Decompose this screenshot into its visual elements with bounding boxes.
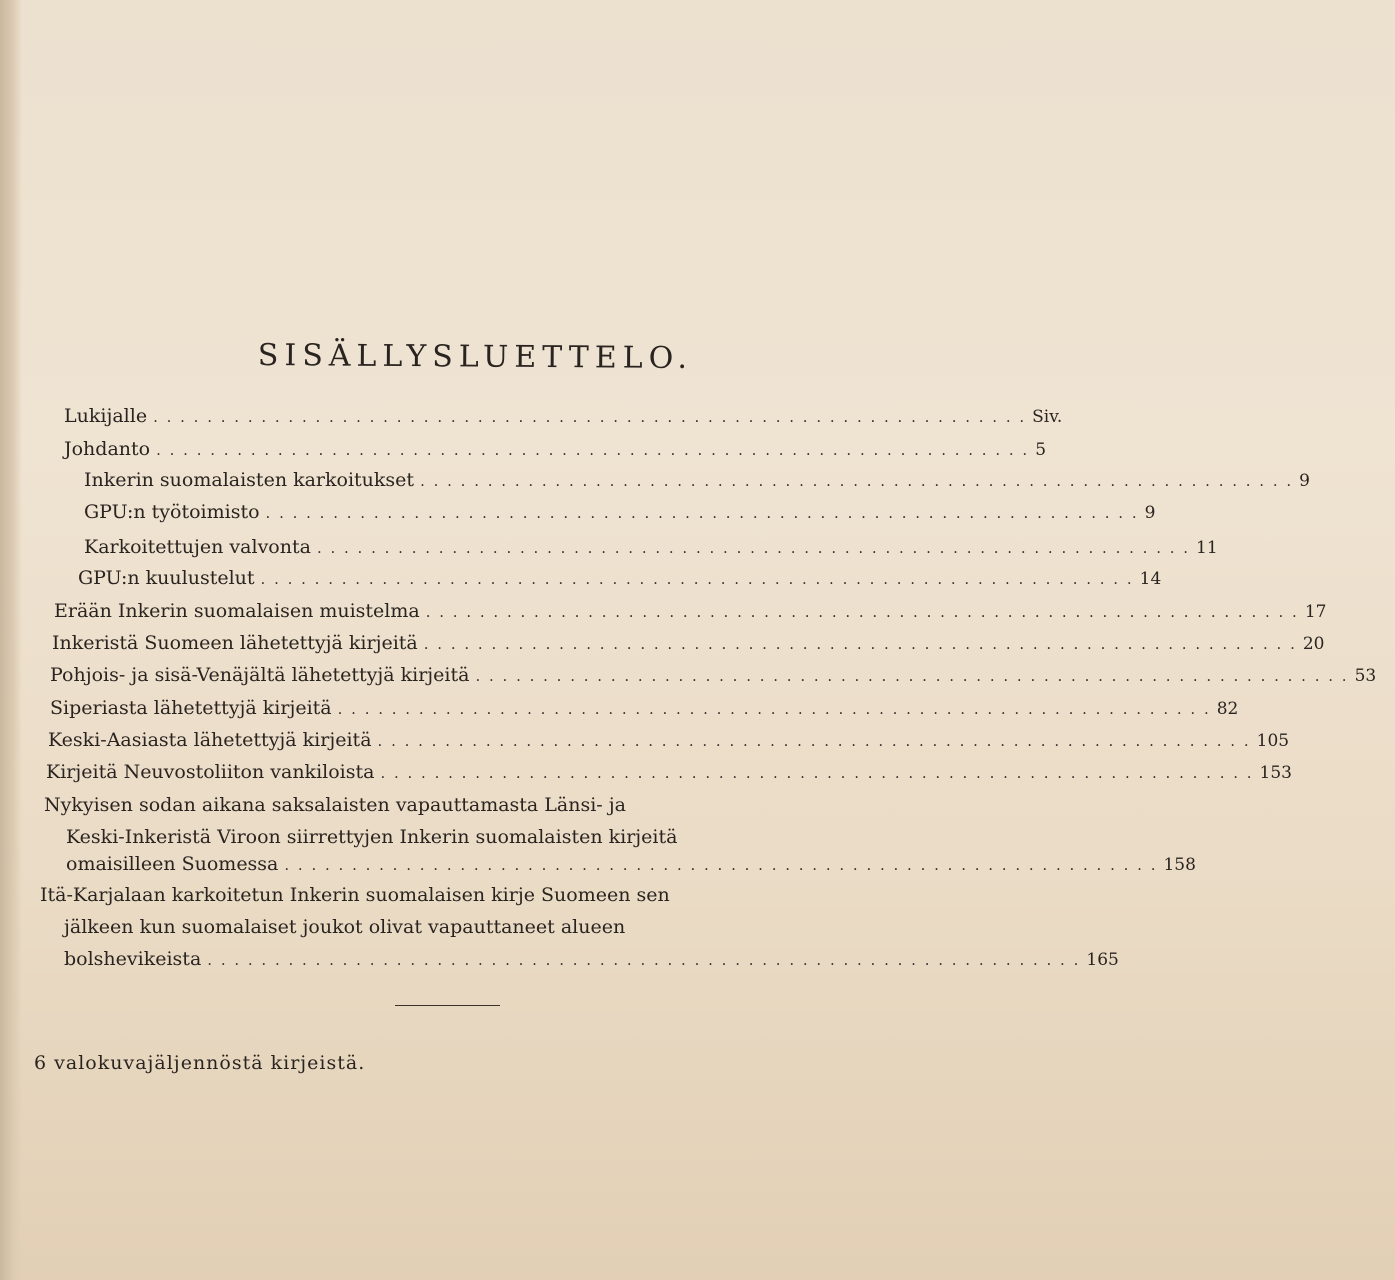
toc-entry-label: GPU:n kuulustelut <box>78 567 255 589</box>
toc-entry-page: 17 <box>1304 602 1327 622</box>
toc-entry-long-1-line3 <box>66 853 1196 881</box>
toc-entry-lukijalle <box>64 405 1063 433</box>
toc-entry-page: Siv. <box>1032 407 1063 427</box>
footnote: 6 valokuvajäljennöstä kirjeistä. <box>34 1052 366 1074</box>
toc-entry-siperiasta <box>50 697 1239 725</box>
toc-entry-inkerista-suomeen <box>52 632 1325 660</box>
toc-entry-long-2-line2: jälkeen kun suomalaiset joukot olivat vapauttaneet alueen <box>64 916 626 938</box>
toc-entry-page: 5 <box>1035 440 1047 460</box>
toc-entry-venajalta <box>50 664 1377 692</box>
toc-entry-page: 11 <box>1196 538 1218 558</box>
toc-entry-vankiloista <box>46 761 1292 789</box>
toc-entry-label: GPU:n työtoimisto <box>84 501 260 523</box>
toc-entry-long-2-line1: Itä-Karjalaan karkoitetun Inkerin suomalaisen kirje Suomeen sen <box>40 884 670 906</box>
toc-entry-label: Lukijalle <box>64 405 148 427</box>
leader-dots: . . . . . . . . . . . . . . . . . . . . . . . . . . . . . . . . . . . . . . . . . . . . . . . . . . . . . . . . . . . . . . . . . <box>425 603 1299 621</box>
leader-dots: . . . . . . . . . . . . . . . . . . . . . . . . . . . . . . . . . . . . . . . . . . . . . . . . . . . . . . . . . . . . . . . . . <box>207 951 1081 969</box>
toc-entry-page: 153 <box>1259 763 1292 783</box>
leader-dots: . . . . . . . . . . . . . . . . . . . . . . . . . . . . . . . . . . . . . . . . . . . . . . . . . . . . . . . . . . . . . . . . . <box>260 570 1134 588</box>
leader-dots: . . . . . . . . . . . . . . . . . . . . . . . . . . . . . . . . . . . . . . . . . . . . . . . . . . . . . . . . . . . . . . . . . <box>156 441 1030 459</box>
leader-dots: . . . . . . . . . . . . . . . . . . . . . . . . . . . . . . . . . . . . . . . . . . . . . . . . . . . . . . . . . . . . . . . . . <box>337 700 1211 718</box>
page-title: SISÄLLYSLUETTELO. <box>257 338 694 377</box>
toc-entry-page: 53 <box>1354 666 1377 686</box>
toc-entry-label: Erään Inkerin suomalaisen muistelma <box>54 600 420 622</box>
toc-entry-long-2-line3 <box>64 948 1119 976</box>
leader-dots: . . . . . . . . . . . . . . . . . . . . . . . . . . . . . . . . . . . . . . . . . . . . . . . . . . . . . . . . . . . . . . . . . <box>316 539 1191 557</box>
leader-dots: . . . . . . . . . . . . . . . . . . . . . . . . . . . . . . . . . . . . . . . . . . . . . . . . . . . . . . . . . . . . . . . . . <box>153 408 1027 426</box>
toc-entry-label: Inkeristä Suomeen lähetettyjä kirjeitä <box>52 632 418 654</box>
leader-dots: . . . . . . . . . . . . . . . . . . . . . . . . . . . . . . . . . . . . . . . . . . . . . . . . . . . . . . . . . . . . . . . . . <box>423 635 1297 653</box>
leader-dots: . . . . . . . . . . . . . . . . . . . . . . . . . . . . . . . . . . . . . . . . . . . . . . . . . . . . . . . . . . . . . . . . . <box>420 472 1294 490</box>
toc-entry-keski-aasiasta <box>48 729 1290 757</box>
toc-entry-page: 82 <box>1216 699 1239 719</box>
leader-dots: . . . . . . . . . . . . . . . . . . . . . . . . . . . . . . . . . . . . . . . . . . . . . . . . . . . . . . . . . . . . . . . . . <box>265 504 1139 522</box>
toc-entry-muistelma <box>54 600 1327 628</box>
toc-entry-valvonta <box>84 536 1218 564</box>
toc-entry-page: 20 <box>1302 634 1325 654</box>
toc-entry-page: 14 <box>1139 569 1162 589</box>
page-edge-shadow <box>0 0 22 1280</box>
leader-dots: . . . . . . . . . . . . . . . . . . . . . . . . . . . . . . . . . . . . . . . . . . . . . . . . . . . . . . . . . . . . . . . . . <box>284 856 1158 874</box>
toc-entry-label: Pohjois- ja sisä-Venäjältä lähetettyjä kirjeitä <box>50 664 470 686</box>
toc-entry-label: Keski-Aasiasta lähetettyjä kirjeitä <box>48 729 372 751</box>
toc-entry-long-1-line2: Keski-Inkeristä Viroon siirrettyjen Inkerin suomalaisten kirjeitä <box>66 826 678 848</box>
toc-entry-page: 9 <box>1299 471 1310 491</box>
toc-entry-page: 9 <box>1144 503 1156 523</box>
leader-dots: . . . . . . . . . . . . . . . . . . . . . . . . . . . . . . . . . . . . . . . . . . . . . . . . . . . . . . . . . . . . . . . . . <box>475 667 1349 685</box>
section-divider <box>395 1005 500 1006</box>
toc-entry-label: omaisilleen Suomessa <box>66 853 279 875</box>
toc-entry-johdanto <box>64 438 1047 466</box>
toc-entry-label: Siperiasta lähetettyjä kirjeitä <box>50 697 332 719</box>
toc-entry-label: bolshevikeista <box>64 948 202 970</box>
toc-entry-label: Karkoitettujen valvonta <box>84 536 311 558</box>
toc-entry-tyotoimisto <box>84 501 1156 529</box>
toc-entry-label: Kirjeitä Neuvostoliiton vankiloista <box>46 761 375 783</box>
leader-dots: . . . . . . . . . . . . . . . . . . . . . . . . . . . . . . . . . . . . . . . . . . . . . . . . . . . . . . . . . . . . . . . . . <box>377 732 1251 750</box>
toc-entry-long-1-line1: Nykyisen sodan aikana saksalaisten vapauttamasta Länsi- ja <box>44 794 626 816</box>
toc-entry-page: 158 <box>1163 855 1196 875</box>
leader-dots: . . . . . . . . . . . . . . . . . . . . . . . . . . . . . . . . . . . . . . . . . . . . . . . . . . . . . . . . . . . . . . . . . <box>380 764 1254 782</box>
toc-entry-page: 165 <box>1086 950 1119 970</box>
toc-entry-kuulustelut <box>78 567 1162 595</box>
toc-entry-label: Johdanto <box>64 438 151 460</box>
toc-entry-page: 105 <box>1256 731 1290 751</box>
toc-entry-karkoitukset <box>84 469 1310 497</box>
toc-entry-label: Inkerin suomalaisten karkoitukset <box>84 469 415 491</box>
